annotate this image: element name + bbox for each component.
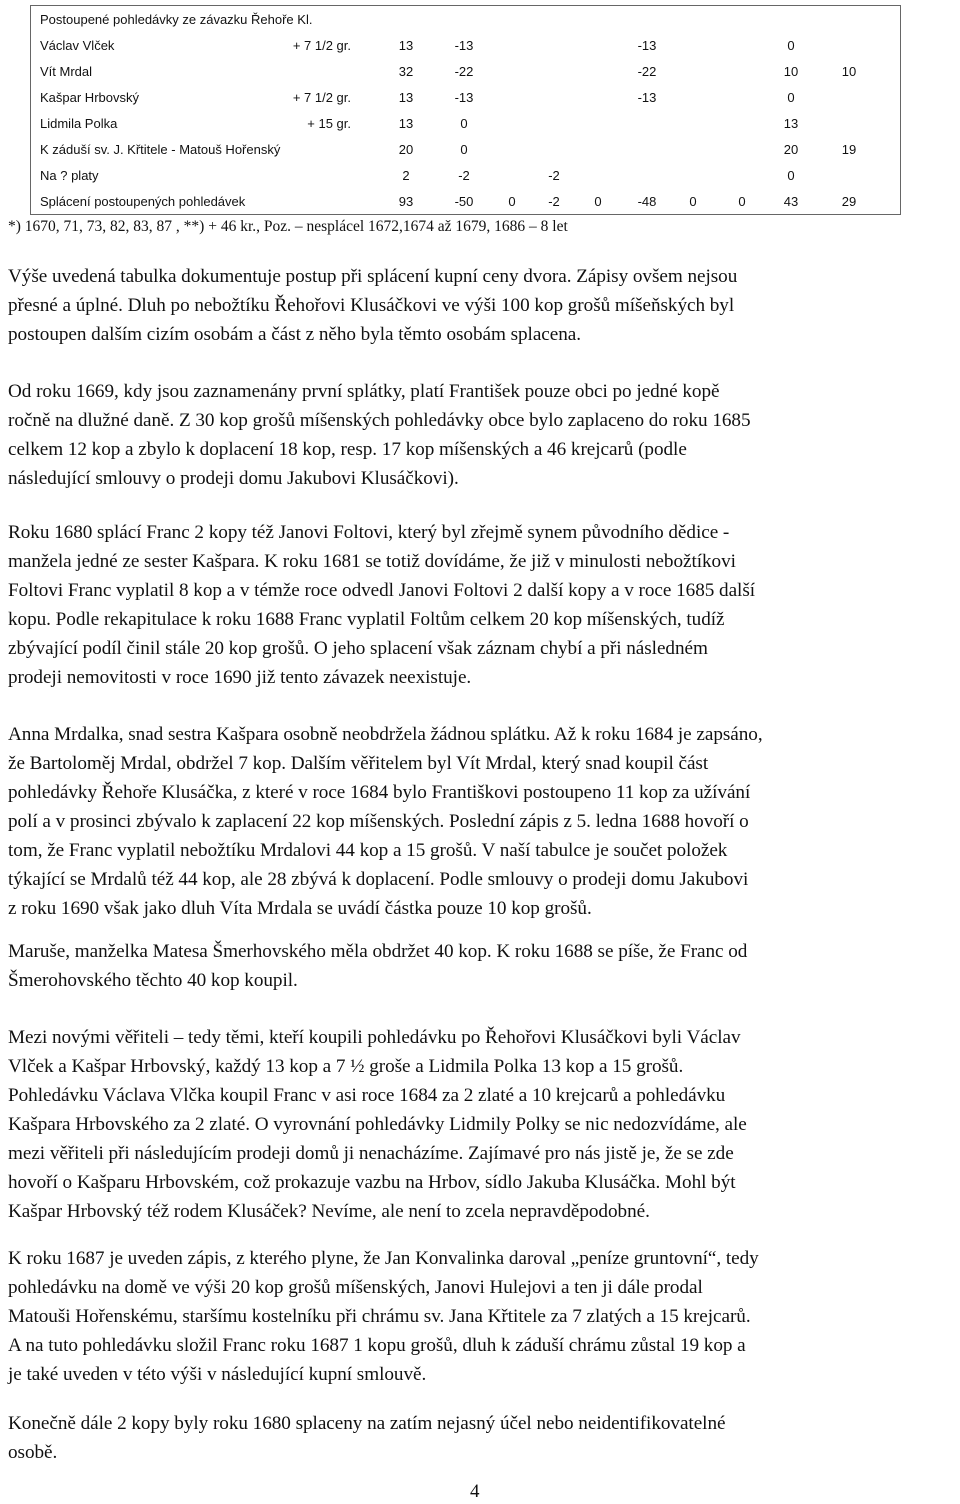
text-line: Kašpara Hrbovského za 2 zlaté. O vyrovnání pohledávky Lidmily Polky se nic nedozvídáme, ale [8,1114,747,1135]
cell-v9: 20 [783,142,799,157]
text-line: Kašpar Hrbovský též rodem Klusáček? Nevíme, ale není to zcela nepravděpodobné. [8,1201,650,1222]
text-line: je také uveden v této výši v následující kupní smlouvě. [8,1364,427,1385]
cell-v2: -50 [454,194,474,209]
table-row [31,136,900,162]
text-line: že Bartoloměj Mrdal, obdržel 7 kop. Dalším věřitelem byl Vít Mrdal, který snad koupil část [8,753,709,774]
cell-v2: 0 [460,142,468,157]
cell-v1: 32 [398,64,414,79]
cell-v9: 0 [787,168,795,183]
text-line: tom, že Franc vyplatil nebožtíku Mrdalovi 44 kop a 15 grošů. V naší tabulce je součet položek [8,840,728,861]
table-row [31,110,900,136]
cell-v4: -2 [548,194,560,209]
table-row [31,32,900,58]
cell-v6: -13 [637,38,657,53]
text-line: z roku 1690 však jako dluh Víta Mrdala se uvádí částka pouze 10 kop grošů. [8,898,592,919]
debt-table [30,5,901,215]
paragraph [8,720,948,923]
cell-v1: 13 [398,90,414,105]
cell-v6: -48 [637,194,657,209]
paragraph [8,1023,948,1226]
table-footnote: *) 1670, 71, 73, 82, 83, 87 , **) + 46 kr., Poz. – nesplácel 1672,1674 až 1679, 1686 – 8 let [8,218,568,235]
cell-v2: 0 [460,116,468,131]
cell-v1: 13 [398,38,414,53]
page-number: 4 [470,1481,480,1502]
text-line: Foltovi Franc vyplatil 8 kop a v témže roce odvedl Janovi Foltovi 2 další kopy a v roce 1685 další [8,580,756,601]
cell-v1: 13 [398,116,414,131]
text-line: celkem 12 kop a zbylo k doplacení 18 kop, resp. 17 kop míšenských a 46 krejcarů (podle [8,439,687,460]
text-line: polí a v prosinci zbývalo k zaplacení 22 kop míšenských. Poslední zápis z 5. ledna 1688 hovoří o [8,811,749,832]
text-line: kopu. Podle rekapitulace k roku 1688 Franc vyplatil Foltům celkem 20 kop míšenských, tudíž [8,609,725,630]
cell-v8: 0 [738,194,746,209]
text-line: mezi věřiteli při následujícím prodeji domů ji nenacházíme. Zajímavé pro nás jistě je, že se zde [8,1143,734,1164]
text-line: K roku 1687 je uveden zápis, z kterého plyne, že Jan Konvalinka daroval „peníze gruntovní“, tedy [8,1248,759,1269]
cell-v9: 13 [783,116,799,131]
text-line: A na tuto pohledávku složil Franc roku 1687 1 kopu grošů, dluh k záduší chrámu zůstal 19 kop a [8,1335,746,1356]
cell-v10: 29 [841,194,857,209]
row-label: K záduší sv. J. Křtitele - Matouš Hořenský [40,142,281,157]
cell-v5: 0 [594,194,602,209]
text-line: Matouši Hořenskému, staršímu kostelníku při chrámu sv. Jana Křtitele za 7 zlatých a 15 krejcarů. [8,1306,751,1327]
table-row [31,58,900,84]
paragraph [8,518,948,692]
row-label: Vít Mrdal [40,64,93,79]
text-line: osobě. [8,1442,58,1463]
text-line: Maruše, manželka Matesa Šmerhovského měla obdržet 40 kop. K roku 1688 se píše, že Franc od [8,941,748,962]
table-title-row [31,6,900,32]
row-extra: + 15 gr. [307,116,351,131]
table-title: Postoupené pohledávky ze závazku Řehoře Kl. [40,12,313,27]
text-line: Anna Mrdalka, snad sestra Kašpara osobně neobdržela žádnou splátku. Až k roku 1684 je zapsáno, [8,724,763,745]
text-line: Pohledávku Václava Vlčka koupil Franc v asi roce 1684 za 2 zlaté a 10 krejcarů a pohledávku [8,1085,726,1106]
table-row [31,162,900,188]
cell-v4: -2 [548,168,560,183]
row-label: Lidmila Polka [40,116,118,131]
cell-v9: 0 [787,38,795,53]
row-label: Václav Vlček [40,38,115,53]
row-label: Kašpar Hrbovský [40,90,139,105]
text-line: postoupen dalším cizím osobám a část z něho byla těmto osobám splacena. [8,324,581,345]
cell-v2: -2 [458,168,470,183]
cell-v2: -13 [454,90,474,105]
text-line: Od roku 1669, kdy jsou zaznamenány první splátky, platí František pouze obci po jedné kopě [8,381,720,402]
cell-v1: 20 [398,142,414,157]
cell-v6: -13 [637,90,657,105]
cell-v3: 0 [508,194,516,209]
paragraph [8,377,948,493]
text-line: Mezi novými věřiteli – tedy těmi, kteří koupili pohledávku po Řehořovi Klusáčkovi byli Václav [8,1027,741,1048]
text-line: Výše uvedená tabulka dokumentuje postup při splácení kupní ceny dvora. Zápisy ovšem nejsou [8,266,738,287]
text-line: Roku 1680 splácí Franc 2 kopy též Janovi Foltovi, který byl zřejmě synem původního dědice - [8,522,730,543]
row-extra: + 7 1/2 gr. [292,90,351,105]
text-line: zbývající podíl činil stále 20 kop grošů. O jeho splacení však záznam chybí a při následném [8,638,708,659]
paragraph [8,937,948,995]
table-body [31,32,900,214]
text-line: manžela jedné ze sester Kašpara. K roku 1681 se totiž dovídáme, že již v minulosti nebožtíkovi [8,551,736,572]
text-line: Vlček a Kašpar Hrbovský, každý 13 kop a 7 ½ groše a Lidmila Polka 13 kop a 15 grošů. [8,1056,684,1077]
text-line: Šmerohovského těchto 40 kop koupil. [8,970,298,991]
row-label: Splácení postoupených pohledávek [40,194,246,209]
row-label: Na ? platy [40,168,99,183]
text-line: ročně na dlužné daně. Z 30 kop grošů míšenských pohledávky obce bylo zaplaceno do roku 1685 [8,410,751,431]
text-line: pohledávku na domě ve výši 20 kop grošů míšenských, Janovi Hulejovi a ten ji dále prodal [8,1277,703,1298]
text-line: týkající se Mrdalů též 44 kop, ale 28 zbývá k doplacení. Podle smlouvy o prodeji domu Jakubovi [8,869,749,890]
paragraph [8,262,948,349]
cell-v2: -13 [454,38,474,53]
row-extra: + 7 1/2 gr. [292,38,351,53]
table-row [31,188,900,214]
cell-v10: 10 [841,64,857,79]
text-line: prodeji nemovitosti v roce 1690 již tento závazek neexistuje. [8,667,472,688]
cell-v9: 10 [783,64,799,79]
text-line: hovoří o Kašparu Hrbovském, což prokazuje vazbu na Hrbov, sídlo Jakuba Klusáčka. Mohl být [8,1172,736,1193]
paragraph [8,1409,948,1467]
text-line: přesné a úplné. Dluh po nebožtíku Řehořovi Klusáčkovi ve výši 100 kop grošů míšeňských byl [8,295,735,316]
cell-v9: 0 [787,90,795,105]
cell-v10: 19 [841,142,857,157]
text-line: pohledávky Řehoře Klusáčka, z které v roce 1684 bylo Františkovi postoupeno 11 kop za užívání [8,782,751,803]
cell-v6: -22 [637,64,657,79]
text-line: Konečně dále 2 kopy byly roku 1680 splaceny na zatím nejasný účel nebo neidentifikovatelné [8,1413,726,1434]
text-line: následující smlouvy o prodeji domu Jakubovi Klusáčkovi). [8,468,459,489]
table-row [31,84,900,110]
cell-v9: 43 [783,194,799,209]
paragraph [8,1244,948,1389]
cell-v1: 93 [398,194,414,209]
cell-v2: -22 [454,64,474,79]
cell-v1: 2 [402,168,410,183]
cell-v7: 0 [689,194,697,209]
